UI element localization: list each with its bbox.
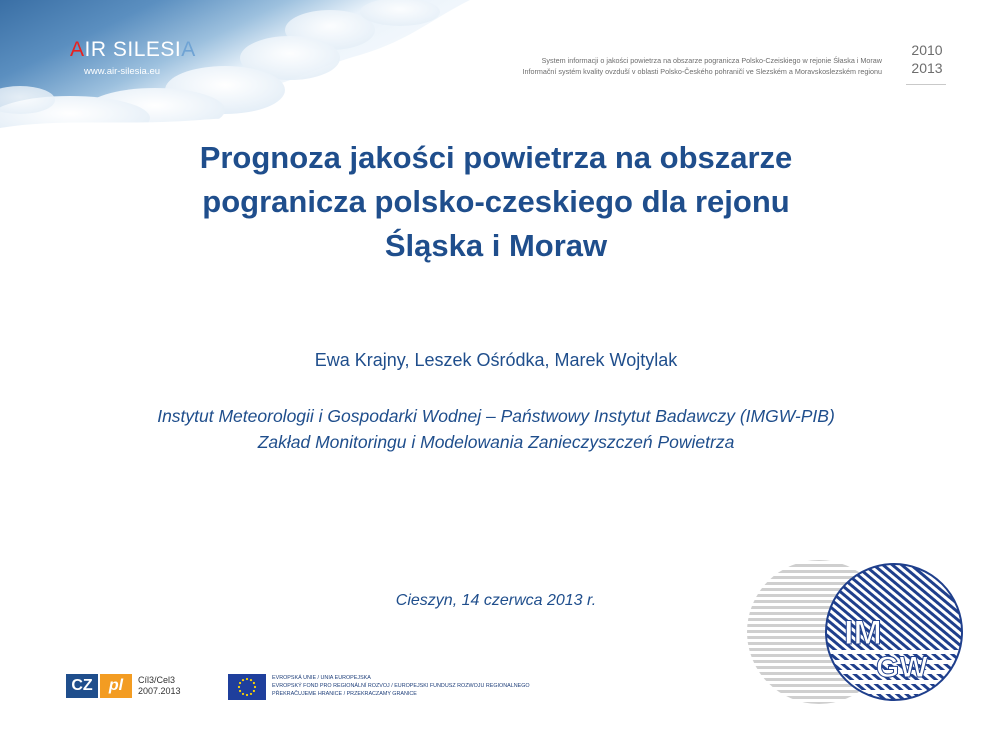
imgw-logo-top: IM	[844, 614, 882, 652]
year-start: 2010	[911, 42, 943, 58]
eu-star	[250, 679, 252, 681]
programme-goal: Cíl3/Cel3	[138, 675, 176, 685]
eu-star	[253, 690, 255, 692]
eu-line-1: EVROPSKÁ UNIE / UNIA EUROPEJSKA	[272, 675, 371, 681]
programme-label	[138, 675, 181, 697]
imgw-logo-bottom: GW	[876, 651, 928, 684]
institute	[0, 403, 992, 455]
years-divider	[906, 84, 946, 85]
institute-line-2: Zakład Monitoringu i Modelowania Zanieczyszczeń Powietrza	[257, 432, 735, 452]
eu-funding-text	[272, 674, 530, 699]
header-info-line-cz: Informační systém kvality ovzduší v oblasti Polsko-Českého pohraničí ve Slezském a Moravskoslezském regionu	[522, 67, 882, 76]
slide-title	[60, 136, 932, 268]
header-info	[522, 55, 882, 77]
eu-star	[246, 694, 248, 696]
title-line-3: Śląska i Moraw	[384, 228, 608, 263]
eu-star	[242, 693, 244, 695]
eu-star	[238, 686, 240, 688]
cz-pl-programme-logo	[66, 674, 181, 698]
eu-star	[253, 682, 255, 684]
place-date: Cieszyn, 14 czerwca 2013 r.	[395, 592, 597, 609]
eu-line-3: PŘEKRAČUJEME HRANICE / PRZEKRACZAMY GRANICE	[272, 691, 417, 698]
eu-flag-icon	[228, 674, 266, 700]
project-years	[906, 41, 948, 77]
eu-star	[246, 678, 248, 680]
logo-url[interactable]: www.air-silesia.eu	[84, 66, 161, 77]
institute-line-1: Instytut Meteorologii i Gospodarki Wodnej – Państwowy Instytut Badawczy (IMGW-PIB)	[157, 406, 835, 426]
pl-badge: pl	[100, 674, 132, 698]
air-silesia-logo[interactable]	[70, 38, 196, 77]
year-end: 2013	[911, 60, 943, 76]
title-line-2: pogranicza polsko-czeskiego dla rejonu	[202, 184, 790, 219]
eu-star	[242, 679, 244, 681]
cz-badge: CZ	[66, 674, 98, 698]
eu-star	[250, 693, 252, 695]
eu-line-2: EVROPSKÝ FOND PRO REGIONÁLNÍ ROZVOJ / EUROPEJSKI FUNDUSZ ROZWOJU REGIONALNEGO	[272, 683, 530, 690]
imgw-logo	[744, 552, 980, 722]
eu-funding-logo	[228, 674, 530, 700]
logo-text: AIR SILESIA	[70, 38, 196, 61]
eu-star	[239, 690, 241, 692]
authors: Ewa Krajny, Leszek Ośródka, Marek Wojtylak	[314, 350, 678, 370]
eu-star	[254, 686, 256, 688]
header-info-line-pl: System informacji o jakości powietrza na obszarze pogranicza Polsko-Czeiskiego w rejonie Śłaska i Moraw	[541, 56, 882, 65]
title-line-1: Prognoza jakości powietrza na obszarze	[199, 140, 793, 175]
eu-star	[239, 682, 241, 684]
programme-period: 2007.2013	[138, 686, 181, 696]
